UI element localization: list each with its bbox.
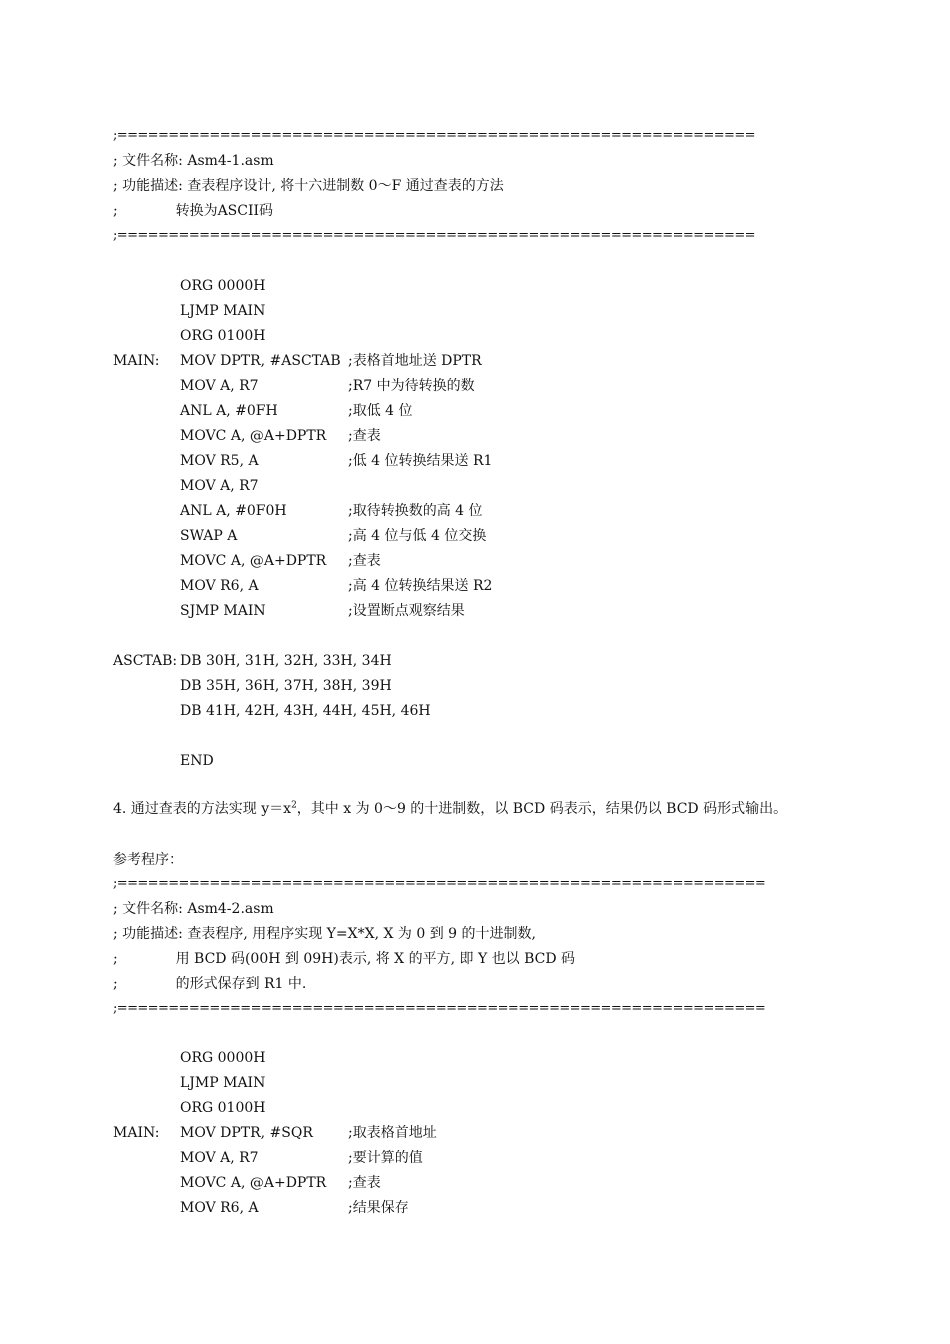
code-comment: ;取低 4 位 <box>348 403 413 419</box>
code-instruction: SWAP A <box>180 528 238 544</box>
code-comment: ;查表 <box>348 1175 381 1191</box>
code-comment: ;取表格首地址 <box>348 1125 437 1141</box>
separator-line: ;=============================================================== <box>113 876 766 891</box>
code-instruction: ORG 0000H <box>180 278 266 294</box>
code-instruction: MOVC A, @A+DPTR <box>180 1175 327 1191</box>
separator-line: ;============================================================== <box>113 228 755 243</box>
code-label: MAIN: <box>113 353 160 369</box>
header-description-cont: ; 的形式保存到 R1 中. <box>113 976 307 992</box>
separator-line: ;============================================================== <box>113 128 755 143</box>
code-comment: ;R7 中为待转换的数 <box>348 378 475 394</box>
code-comment: ;取待转换数的高 4 位 <box>348 503 483 519</box>
code-instruction: ORG 0000H <box>180 1050 266 1066</box>
code-label: ASCTAB: <box>113 653 178 669</box>
task-text-b: ，其中 x 为 0～9 的十进制数，以 BCD 码表示，结果仍以 BCD 码形式输出。 <box>296 801 788 817</box>
task-paragraph <box>113 797 843 822</box>
code-comment: ;查表 <box>348 428 381 444</box>
code-instruction: ANL A, #0FH <box>180 403 278 419</box>
task-text-a: 4. 通过查表的方法实现 y＝x <box>113 801 292 817</box>
header-description-cont: ; 用 BCD 码(00H 到 09H)表示, 将 X 的平方, 即 Y 也以 BCD 码 <box>113 951 576 967</box>
code-instruction: MOV R6, A <box>180 1200 259 1216</box>
code-instruction: LJMP MAIN <box>180 1075 266 1091</box>
code-instruction: MOV R5, A <box>180 453 259 469</box>
code-instruction: MOV DPTR, #SQR <box>180 1125 313 1141</box>
code-comment: ;表格首地址送 DPTR <box>348 353 482 369</box>
code-comment: ;高 4 位转换结果送 R2 <box>348 578 493 594</box>
code-instruction: MOV A, R7 <box>180 1150 259 1166</box>
code-comment: ;要计算的值 <box>348 1150 423 1166</box>
code-instruction: MOVC A, @A+DPTR <box>180 428 327 444</box>
code-label: MAIN: <box>113 1125 160 1141</box>
code-instruction: MOV A, R7 <box>180 478 259 494</box>
code-instruction: DB 41H, 42H, 43H, 44H, 45H, 46H <box>180 703 431 719</box>
code-comment: ;设置断点观察结果 <box>348 603 465 619</box>
code-instruction: SJMP MAIN <box>180 603 266 619</box>
task-superscript: 2 <box>291 800 297 811</box>
code-instruction: MOV R6, A <box>180 578 259 594</box>
code-instruction: ANL A, #0F0H <box>180 503 287 519</box>
reference-program-heading: 参考程序： <box>113 852 183 868</box>
header-description: ; 功能描述: 查表程序设计, 将十六进制数 0～F 通过查表的方法 <box>113 178 504 194</box>
code-instruction: MOV DPTR, #ASCTAB <box>180 353 341 369</box>
separator-line: ;=============================================================== <box>113 1001 766 1016</box>
code-comment: ;结果保存 <box>348 1200 409 1216</box>
code-comment: ;查表 <box>348 553 381 569</box>
code-end: END <box>180 753 214 769</box>
code-comment: ;低 4 位转换结果送 R1 <box>348 453 493 469</box>
code-instruction: ORG 0100H <box>180 328 266 344</box>
code-instruction: ORG 0100H <box>180 1100 266 1116</box>
code-comment: ;高 4 位与低 4 位交换 <box>348 528 487 544</box>
header-filename: ; 文件名称: Asm4-2.asm <box>113 901 274 917</box>
code-instruction: LJMP MAIN <box>180 303 266 319</box>
code-instruction: DB 35H, 36H, 37H, 38H, 39H <box>180 678 392 694</box>
header-filename: ; 文件名称: Asm4-1.asm <box>113 153 274 169</box>
header-description-cont: ; 转换为ASCII码 <box>113 203 274 219</box>
code-instruction: DB 30H, 31H, 32H, 33H, 34H <box>180 653 392 669</box>
header-description: ; 功能描述: 查表程序, 用程序实现 Y=X*X, X 为 0 到 9 的十进制数, <box>113 926 536 942</box>
code-instruction: MOV A, R7 <box>180 378 259 394</box>
code-instruction: MOVC A, @A+DPTR <box>180 553 327 569</box>
